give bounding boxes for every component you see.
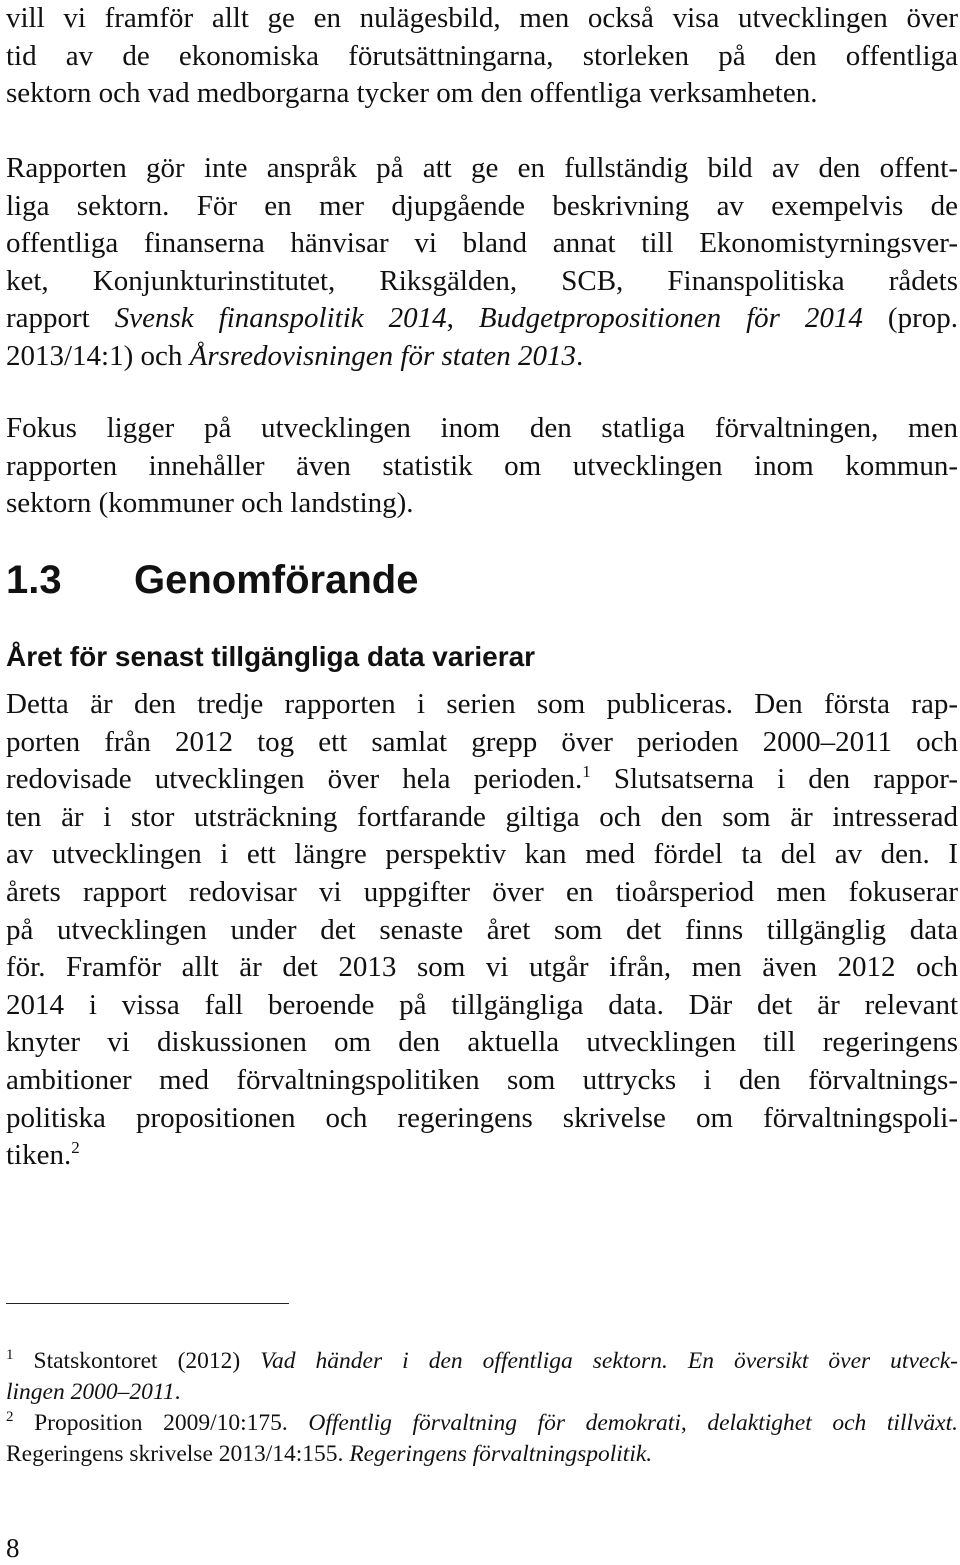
paragraph-intro: [6, 0, 958, 113]
text-line: ket, Konjunkturinstitutet, Riksgälden, SCB, Finanspolitiska rådets: [6, 264, 958, 297]
text-line: [6, 338, 958, 376]
text-line: [6, 1137, 958, 1175]
publication-title: Budgetpropositionen för 2014: [478, 302, 863, 335]
text-line: porten från 2012 tog ett samlat grepp över perioden 2000–2011 och: [6, 725, 958, 758]
footnote-ref-1[interactable]: 1: [582, 762, 591, 782]
footnote-marker: 1: [6, 1347, 14, 1363]
text-line: sektorn och vad medborgarna tycker om den offentliga verksamheten.: [6, 77, 818, 110]
text-span: Slutsatserna i den rappor-: [590, 763, 958, 796]
text-line: årets rapport redovisar vi uppgifter över en tioårsperiod men fokuserar: [6, 875, 958, 908]
text-line: tid av de ekonomiska förutsättningarna, storleken på den offentliga: [6, 39, 958, 72]
text-line: rapporten innehåller även statistik om utvecklingen inom kommun-: [6, 449, 958, 482]
text-line: ambitioner med förvaltningspolitiken som uttrycks i den förvaltnings-: [6, 1063, 958, 1096]
text-line: ten är i stor utsträckning fortfarande giltiga och den som är intresserad: [6, 800, 958, 833]
publication-title: Svensk finanspolitik 2014: [114, 302, 447, 335]
text-line: för. Framför allt är det 2013 som vi utgår ifrån, men även 2012 och: [6, 951, 958, 984]
text-span: tiken.: [6, 1139, 72, 1172]
text-line: Rapporten gör inte anspråk på att ge en fullständig bild av den offent-: [6, 152, 958, 184]
footnote-marker: 2: [6, 1409, 14, 1425]
publication-title: Offentlig förvaltning för demokrati, delaktighet och tillväxt.: [308, 1410, 959, 1436]
footnote-1-line: [6, 1346, 958, 1377]
text-span: ,: [446, 302, 479, 335]
footnote-ref-2[interactable]: 2: [71, 1138, 80, 1158]
publication-title: Årsredovisningen för staten 2013: [189, 339, 577, 372]
text-span: (prop.: [862, 302, 958, 335]
paragraph-focus: [6, 410, 958, 523]
text-line: vill vi framför allt ge en nulägesbild, men också visa utvecklingen över: [6, 2, 958, 34]
text-line: Detta är den tredje rapporten i serien som publiceras. Den första rap-: [6, 688, 958, 720]
section-title: Genomförande: [134, 558, 419, 602]
footnotes: [6, 1346, 958, 1470]
footnote-separator: [6, 1303, 289, 1304]
text-line: knyter vi diskussionen om den aktuella utvecklingen till regeringens: [6, 1026, 958, 1059]
text-line: av utvecklingen i ett längre perspektiv kan med fördel ta del av den. I: [6, 838, 958, 871]
section-number: 1.3: [6, 558, 62, 602]
text-line: [6, 761, 958, 799]
text-span: 2013/14:1) och: [6, 339, 190, 372]
text-line: [6, 300, 958, 338]
page-number: 8: [6, 1533, 20, 1563]
paragraph-scope: [6, 150, 958, 376]
publication-title: Regeringens förvaltningspolitik.: [349, 1441, 653, 1467]
text-line: sektorn (kommuner och landsting).: [6, 487, 414, 520]
paragraph-implementation: [6, 686, 958, 1175]
text-span: .: [576, 339, 584, 372]
footnote-2-line: [6, 1408, 958, 1439]
text-span: Statskontoret (2012): [33, 1348, 261, 1374]
text-span: rapport: [6, 302, 115, 335]
text-line: Fokus ligger på utvecklingen inom den statliga förvaltningen, men: [6, 412, 958, 444]
publication-title: lingen 2000–2011: [6, 1379, 175, 1405]
text-line: på utvecklingen under det senaste året som det finns tillgänglig data: [6, 913, 958, 946]
footnote-1-line: [6, 1377, 958, 1408]
text-line: liga sektorn. För en mer djupgående beskrivning av exempelvis de: [6, 189, 958, 222]
section-heading: [6, 556, 418, 604]
text-span: Proposition 2009/10:175.: [34, 1410, 309, 1436]
text-span: .: [174, 1379, 181, 1405]
text-line: offentliga finanserna hänvisar vi bland annat till Ekonomistyrningsver-: [6, 227, 958, 260]
footnote-2-line: [6, 1439, 958, 1470]
text-line: 2014 i vissa fall beroende på tillgängliga data. Där det är relevant: [6, 988, 958, 1021]
text-span: Regeringens skrivelse 2013/14:155.: [6, 1441, 350, 1467]
subheading: Året för senast tillgängliga data varierar: [6, 641, 536, 672]
text-span: redovisade utvecklingen över hela perioden.: [6, 763, 583, 796]
publication-title: Vad händer i den offentliga sektorn. En översikt över utveck-: [260, 1348, 959, 1374]
text-line: politiska propositionen och regeringens skrivelse om förvaltningspoli-: [6, 1101, 958, 1134]
